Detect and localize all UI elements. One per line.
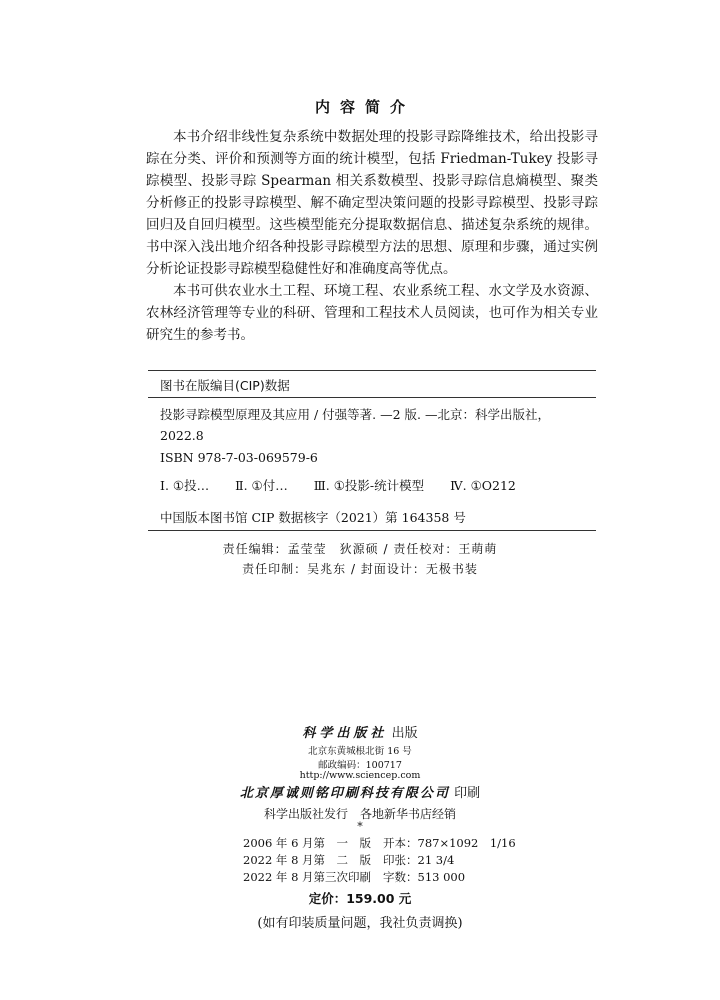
cip-verification: 中国版本图书馆 CIP 数据核字（2021）第 164358 号 [160,510,466,525]
intro-text [146,126,598,346]
publisher-address: 北京东黄城根北街 16 号 [308,746,412,757]
publisher-line [0,722,720,741]
printer-suffix: 印刷 [454,786,481,801]
cip-year: 2022.8 [160,428,204,443]
edition-text: 2022 年 8 月第三次印刷 [243,870,372,884]
spec-text: 字数：513 000 [383,870,466,884]
price: 定价：159.00 元 [308,891,412,906]
quality-notice: (如有印装质量问题，我社负责调换) [257,916,463,931]
edition-text: 2022 年 8 月第 二 版 [243,853,372,867]
publisher-postcode: 邮政编码：100717 [318,760,402,771]
divider [148,397,596,398]
intro-paragraph: 本书可供农业水土工程、环境工程、农业系统工程、水文学及水资源、农林经济管理等专业的科研、管理和工程技术人员阅读，也可作为相关专业研究生的参考书。 [146,283,598,343]
cip-class-item: Ⅱ. ①付… [235,478,288,493]
print-row [243,869,503,885]
separator-star: * [357,820,363,833]
intro-title: 内容简介 [314,98,415,116]
publisher-logo: 科学出版社 [302,726,388,741]
printer-line [0,782,720,801]
cip-heading: 图书在版编目(CIP)数据 [160,378,290,393]
edition-text: 2006 年 6 月第 一 版 [243,836,372,850]
intro-paragraph: 本书介绍非线性复杂系统中数据处理的投影寻踪降维技术，给出投影寻踪在分类、评价和预测等方面的统计模型，包括 Friedman-Tukey 投影寻踪模型、投影寻踪 Spearman 相关系数模型、投影寻踪信息熵模型、聚类分析修正的投影寻踪模型、解不确定型决策问题的投影寻踪模型、投影寻踪回归及自回归模型。这些模型能充分提取数据信息、描述复杂系统的规律。书中深入浅出地介绍各种投影寻踪模型方法的思想、原理和步骤，通过实例分析论证投影寻踪模型稳健性好和准确度高等优点。 [146,129,598,277]
cip-class-item: Ⅰ. ①投… [160,478,210,493]
publisher-website: http://www.sciencep.com [299,770,421,781]
divider [148,530,596,531]
distribution-line: 科学出版社发行 各地新华书店经销 [263,807,456,821]
print-credits: 责任印制：吴兆东 / 封面设计：无极书装 [242,562,478,576]
editor-credits: 责任编辑：孟莹莹 狄源硕 / 责任校对：王萌萌 [222,542,498,556]
printer-logo: 北京厚诚则铭印刷科技有限公司 [239,786,450,801]
divider [148,370,596,371]
print-row [243,852,503,868]
cip-class-item: Ⅳ. ①O212 [450,478,516,493]
publisher-suffix: 出版 [391,726,418,741]
spec-text: 印张：21 3/4 [383,853,455,867]
cip-isbn: ISBN 978-7-03-069579-6 [160,450,318,465]
print-row [243,835,516,851]
cip-title-line: 投影寻踪模型原理及其应用 / 付强等著. —2 版. —北京：科学出版社， [160,407,550,422]
spec-text: 开本：787×1092 1/16 [383,836,516,850]
cip-class-item: Ⅲ. ①投影-统计模型 [313,478,425,493]
cip-classification [160,476,538,494]
